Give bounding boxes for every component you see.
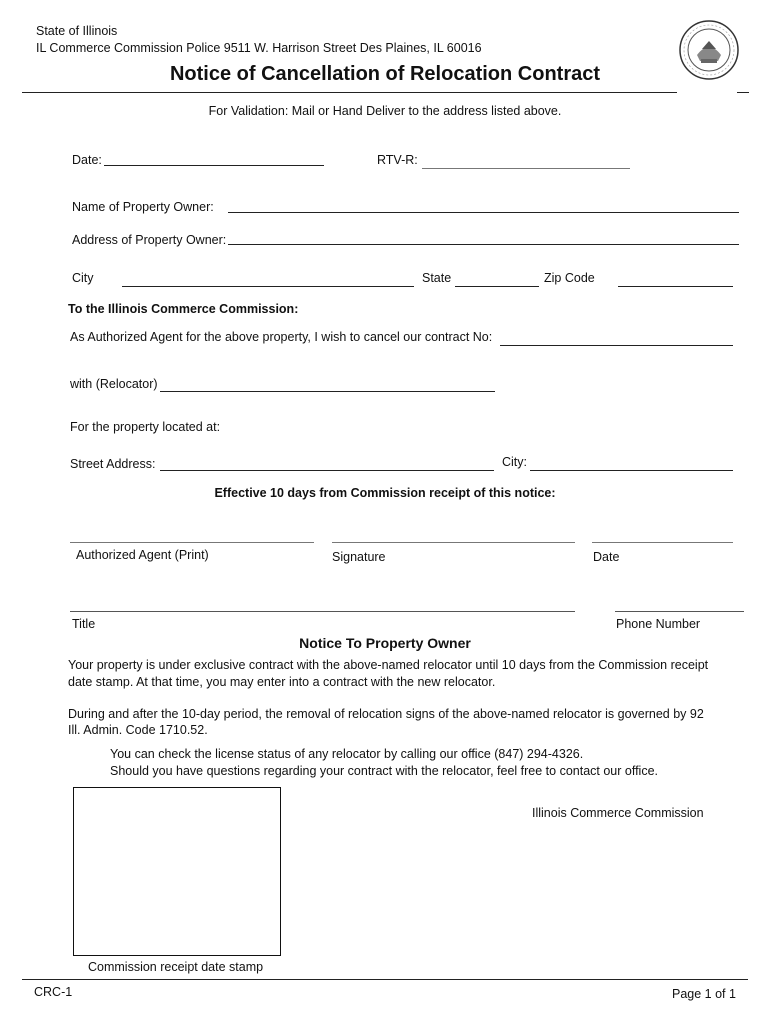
- zip-field[interactable]: [618, 274, 733, 287]
- header-divider: [22, 92, 677, 93]
- notice-p2-line2: Ill. Admin. Code 1710.52.: [68, 723, 208, 737]
- page-title: Notice of Cancellation of Relocation Contract: [169, 63, 601, 85]
- phone-field[interactable]: [615, 611, 744, 612]
- city-field[interactable]: [122, 274, 414, 287]
- notice-heading: Notice To Property Owner: [299, 635, 471, 651]
- owner-name-field[interactable]: [228, 200, 739, 213]
- city-label: City: [72, 271, 94, 285]
- footer-divider: [22, 979, 748, 980]
- form-id: CRC-1: [34, 985, 73, 999]
- street-field[interactable]: [160, 458, 494, 471]
- relocator-field[interactable]: [160, 379, 495, 392]
- notice-p3-line1: You can check the license status of any relocator by calling our office (847) 294-4326.: [110, 747, 584, 761]
- property-located-label: For the property located at:: [70, 420, 221, 434]
- state-field[interactable]: [455, 274, 539, 287]
- notice-p3-line2: Should you have questions regarding your contract with the relocator, feel free to contact our office.: [110, 764, 659, 778]
- header-divider-right: [737, 92, 749, 93]
- relocator-label: with (Relocator): [70, 377, 158, 391]
- page-number: Page 1 of 1: [672, 987, 736, 1001]
- notice-p2-line1: During and after the 10-day period, the removal of relocation signs of the above-named relocator is governed by 92: [68, 707, 704, 721]
- property-city-field[interactable]: [530, 458, 733, 471]
- effective-note: Effective 10 days from Commission receipt of this notice:: [214, 486, 556, 500]
- state-label: State: [422, 271, 452, 285]
- notice-p1-line1: Your property is under exclusive contract with the above-named relocator until 10 days from the Commission receipt: [68, 658, 709, 672]
- signature-field[interactable]: [332, 542, 575, 543]
- title-label: Title: [72, 617, 96, 631]
- title-field[interactable]: [70, 611, 575, 612]
- validation-note: For Validation: Mail or Hand Deliver to the address listed above.: [208, 104, 562, 118]
- agent-statement: As Authorized Agent for the above property, I wish to cancel our contract No:: [70, 330, 493, 344]
- commission-address: IL Commerce Commission Police 9511 W. Harrison Street Des Plaines, IL 60016: [36, 41, 482, 55]
- sign-date-field[interactable]: [592, 542, 733, 543]
- state-seal-icon: [678, 19, 740, 81]
- date-field[interactable]: [104, 153, 324, 166]
- commission-signoff: Illinois Commerce Commission: [532, 806, 704, 820]
- state-name: State of Illinois: [36, 24, 118, 38]
- signature-label: Signature: [332, 550, 386, 564]
- owner-address-label: Address of Property Owner:: [72, 233, 227, 247]
- phone-label: Phone Number: [616, 617, 701, 631]
- rtv-field[interactable]: [422, 168, 630, 169]
- addressee: To the Illinois Commerce Commission:: [68, 302, 299, 316]
- contract-number-field[interactable]: [500, 333, 733, 346]
- agent-print-field[interactable]: [70, 542, 314, 543]
- notice-p1-line2: date stamp. At that time, you may enter into a contract with the new relocator.: [68, 675, 496, 689]
- owner-name-label: Name of Property Owner:: [72, 200, 214, 214]
- receipt-stamp-box: [73, 787, 281, 956]
- stamp-caption: Commission receipt date stamp: [88, 960, 264, 974]
- zip-label: Zip Code: [544, 271, 595, 285]
- property-city-label: City:: [502, 455, 527, 469]
- street-label: Street Address:: [70, 457, 156, 471]
- owner-address-field[interactable]: [228, 232, 739, 245]
- date-label: Date:: [72, 153, 102, 167]
- rtv-label: RTV-R:: [377, 153, 418, 167]
- agent-print-label: Authorized Agent (Print): [76, 548, 209, 562]
- sign-date-label: Date: [593, 550, 620, 564]
